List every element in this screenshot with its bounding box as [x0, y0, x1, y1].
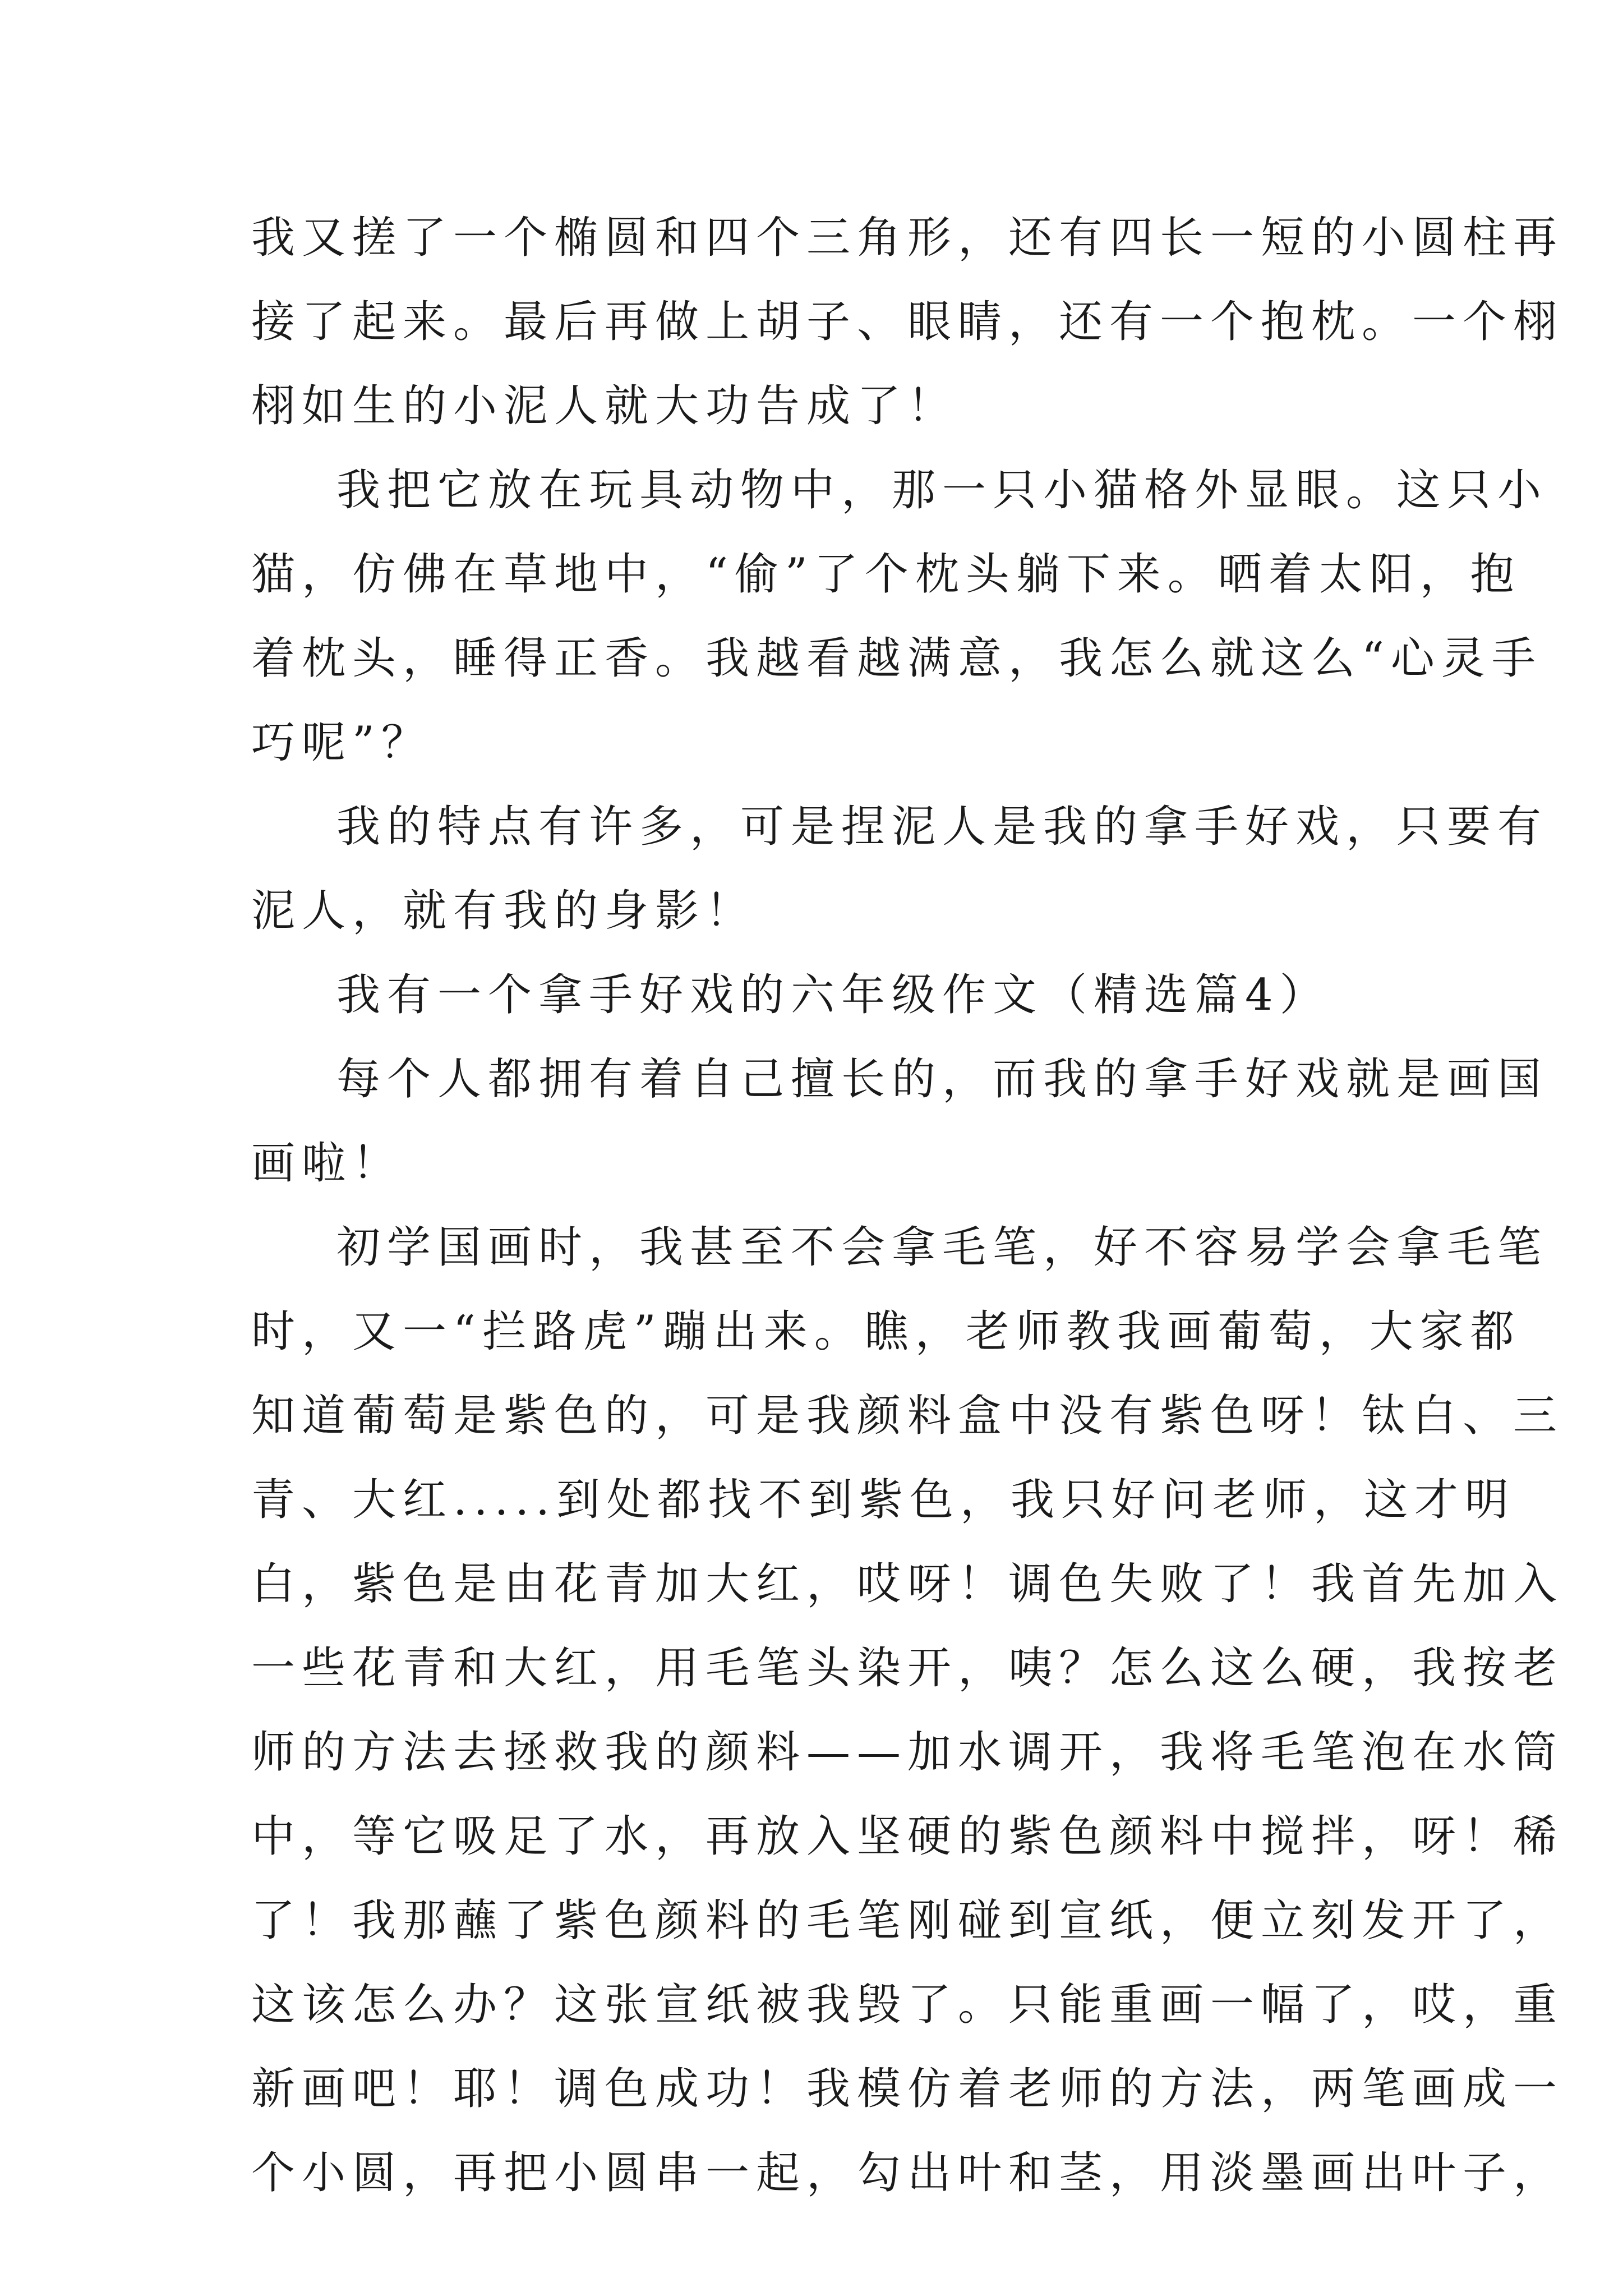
text-line: 师的方法去拯救我的颜料——加水调开，我将毛笔泡在水筒 [251, 1727, 1564, 1778]
text-line: 我又搓了一个椭圆和四个三角形，还有四长一短的小圆柱再 [251, 213, 1564, 263]
text-line: 巧呢”？ [251, 717, 432, 768]
text-line: 个小圆，再把小圆串一起，勾出叶和茎，用淡墨画出叶子， [251, 2148, 1564, 2198]
text-line: 每个人都拥有着自己擅长的，而我的拿手好戏就是画国 [336, 1054, 1548, 1105]
text-line: 白，紫色是由花青加大红，哎呀！调色失败了！我首先加入 [251, 1559, 1564, 1609]
text-line: 青、大红.....到处都找不到紫色，我只好问老师，这才明 [251, 1475, 1515, 1525]
text-line: 着枕头，睡得正香。我越看越满意，我怎么就这么“心灵手 [251, 633, 1542, 684]
text-line: 一些花青和大红，用毛笔头染开，咦？怎么这么硬，我按老 [251, 1643, 1564, 1694]
text-line: 时，又一“拦路虎”蹦出来。瞧，老师教我画葡萄，大家都 [251, 1306, 1521, 1357]
text-line: 这该怎么办？这张宣纸被我毁了。只能重画一幅了，哎，重 [251, 1980, 1564, 2030]
text-line: 画啦！ [251, 1138, 403, 1189]
text-line: 知道葡萄是紫色的，可是我颜料盒中没有紫色呀！钛白、三 [251, 1391, 1564, 1441]
text-line: 我的特点有许多，可是捏泥人是我的拿手好戏，只要有 [336, 802, 1548, 852]
text-line: 初学国画时，我甚至不会拿毛笔，好不容易学会拿毛笔 [336, 1222, 1548, 1273]
text-line: 新画吧！耶！调色成功！我模仿着老师的方法，两笔画成一 [251, 2064, 1564, 2114]
text-line: 了！我那蘸了紫色颜料的毛笔刚碰到宣纸，便立刻发开了， [251, 1895, 1564, 1946]
text-line: 猫，仿佛在草地中，“偷”了个枕头躺下来。晒着太阳，抱 [251, 549, 1521, 600]
text-line: 栩如生的小泥人就大功告成了！ [251, 381, 958, 431]
text-line: 我把它放在玩具动物中，那一只小猫格外显眼。这只小 [336, 465, 1548, 516]
text-line: 接了起来。最后再做上胡子、眼睛，还有一个抱枕。一个栩 [251, 297, 1564, 347]
section-heading: 我有一个拿手好戏的六年级作文（精选篇4） [336, 970, 1330, 1020]
text-line: 泥人，就有我的身影！ [251, 886, 757, 936]
text-line: 中，等它吸足了水，再放入坚硬的紫色颜料中搅拌，呀！稀 [251, 1811, 1564, 1862]
